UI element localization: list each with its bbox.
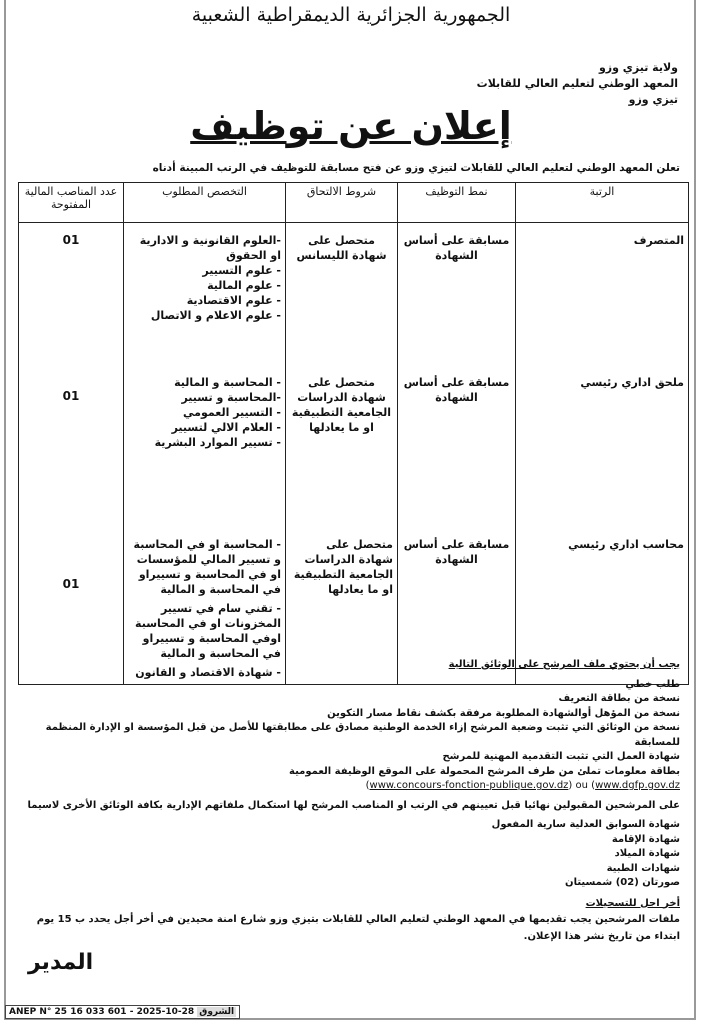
specialty-item: - علوم المالية	[207, 279, 281, 292]
document-item: شهادة العمل التي تثبت التقدمية المهنية للمرشح	[442, 751, 680, 762]
cell-specialty	[124, 361, 286, 501]
cell-specialty	[124, 223, 286, 362]
link-concours[interactable]: www.concours-fonction-publique.gov.dz	[369, 780, 569, 791]
announcement-title: إعلان عن توظيف	[190, 104, 512, 148]
org-line: ولاية تيزي وزو	[598, 61, 678, 74]
document-item: طلب خطي	[625, 678, 680, 690]
specialty-item: - التسيير العمومي	[183, 406, 281, 419]
documents-heading: يجب أن يحتوي ملف المرشح على الوثائق التالية	[448, 659, 680, 670]
anep-reference: ANEP N° 25 16 033 601 - 2025-10-28	[9, 1007, 195, 1017]
specialty-item: - علوم الاقتصادية	[186, 294, 281, 307]
specialty-item: - المحاسبة و المالية	[174, 376, 281, 389]
document-item: نسخة من بطاقة التعريف	[558, 693, 680, 704]
header-conditions: شروط الالتحاق	[286, 183, 398, 223]
specialty-item: - تسيير الموارد البشرية	[154, 436, 281, 449]
org-line: تيزي وزو	[628, 93, 678, 106]
newspaper-name: الشروق	[199, 1007, 235, 1017]
header-mode: نمط التوظيف	[398, 183, 516, 223]
table-row	[19, 361, 689, 501]
table-header-row	[19, 183, 689, 223]
header-specialty: التخصص المطلوب	[124, 183, 286, 223]
organization-block	[477, 60, 678, 108]
link-separator: ou	[575, 780, 588, 791]
specialty-item: - شهادة الاقتصاد و القانون	[135, 666, 281, 679]
cell-count: 01	[19, 223, 124, 362]
director-signature	[16, 949, 680, 977]
cell-rank: محاسب اداري رئيسي	[516, 501, 689, 685]
cell-mode: مسابقة على أساس الشهادة	[398, 361, 516, 501]
director-label: المدير	[28, 950, 94, 975]
cell-mode: مسابقة على أساس الشهادة	[398, 223, 516, 362]
deadline-heading: أخر اجل للتسجيلات	[585, 897, 680, 909]
cell-conditions: متحصل على شهادة الدراسات الجامعية التطبيقية او ما يعادلها	[286, 361, 398, 501]
republic-heading: الجمهورية الجزائرية الديمقراطية الشعبية	[191, 4, 511, 26]
header-rank: الرتبة	[516, 183, 689, 223]
footer-anep	[5, 1005, 240, 1019]
accepted-item: شهادة السوابق العدلية سارية المفعول	[491, 819, 680, 830]
accepted-item: شهادة الميلاد	[614, 848, 680, 859]
cell-conditions: متحصل على شهادة الدراسات الجامعية التطبيقية او ما يعادلها	[286, 501, 398, 685]
deadline-text: ملفات المرشحين يجب تقديمها في المعهد الوطني لتعليم العالي للقابلات بتيزي وزو شارع امنة محيدين في أخر أجل يحدد ب 15 يوم ابتداء من تاريخ نشر هذا الإعلان.	[36, 914, 680, 942]
cell-count: 01	[19, 361, 124, 501]
accepted-item: صورتان (02) شمسيتان	[565, 877, 680, 888]
specialty-item: - علوم الاعلام و الاتصال	[150, 309, 281, 322]
cell-rank: ملحق اداري رئيسي	[516, 361, 689, 501]
header-count: عدد المناصب المالية المفتوحة	[19, 183, 124, 223]
document-item: بطاقة معلومات تملئ من طرف المرشح المحمولة على الموقع الوظيفة العمومية	[289, 765, 680, 777]
cell-rank: المتصرف	[516, 223, 689, 362]
intro-text: تعلن المعهد الوطني لتعليم العالي للقابلات لتيزي وزو عن فتح مسابقة للتوظيف في الرتب المبينة أدناه	[152, 162, 680, 174]
cell-mode: مسابقة على أساس الشهادة	[398, 501, 516, 685]
specialty-item: - العلام الالي لتسيير	[171, 421, 281, 434]
link-dgfp[interactable]: www.dgfp.gov.dz	[595, 780, 680, 791]
cell-conditions: متحصل على شهادة الليسانس	[286, 223, 398, 362]
table-row	[19, 223, 689, 362]
specialty-item: - المحاسبة او في المحاسبة و تسيير المالي للمؤسسات او في المحاسبة و تسييراو في المحاسبة و المالية	[133, 538, 281, 596]
cell-specialty	[124, 501, 286, 685]
specialty-item: - علوم التسيير	[202, 264, 281, 277]
documents-section	[16, 658, 680, 977]
accepted-item: شهادة الإقامة	[611, 833, 680, 845]
cell-count: 01	[19, 501, 124, 685]
specialty-item: - تقني سام في تسيير المخزونات او في المحاسبة اوفي المحاسبة و تسييراو في المحاسبة و المالية	[135, 602, 281, 660]
document-item: نسخة من المؤهل أوالشهادة المطلوبة مرفقة بكشف نقاط مسار التكوين	[327, 707, 680, 719]
positions-table	[18, 182, 689, 685]
links-line: (www.concours-fonction-publique.gov.dz) ou (www.dgfp.gov.dz	[365, 780, 680, 791]
document-item: نسخة من الوثائق التي تثبت وضعية المرشح إزاء الخدمة الوطنية مصادق على مطابقتها للأصل من قبل المؤسسة او الإدارة المنظمة للمسابقة	[45, 722, 680, 748]
specialty-item: -العلوم القانونية و الادارية او الحقوق	[139, 234, 281, 262]
accepted-heading: على المرشحين المقبولين نهائيا قبل تعيينهم في الرتب او المناصب المرشح لها استكمال ملفاتهم الإدارية بكافة الوثائق الأخرى لاسيما	[27, 799, 680, 811]
table-row	[19, 501, 689, 685]
org-line: المعهد الوطني لتعليم العالي للقابلات	[476, 77, 678, 90]
specialty-item: -المحاسبة و تسيير	[181, 391, 281, 404]
accepted-item: شهادات الطبية	[606, 862, 680, 874]
